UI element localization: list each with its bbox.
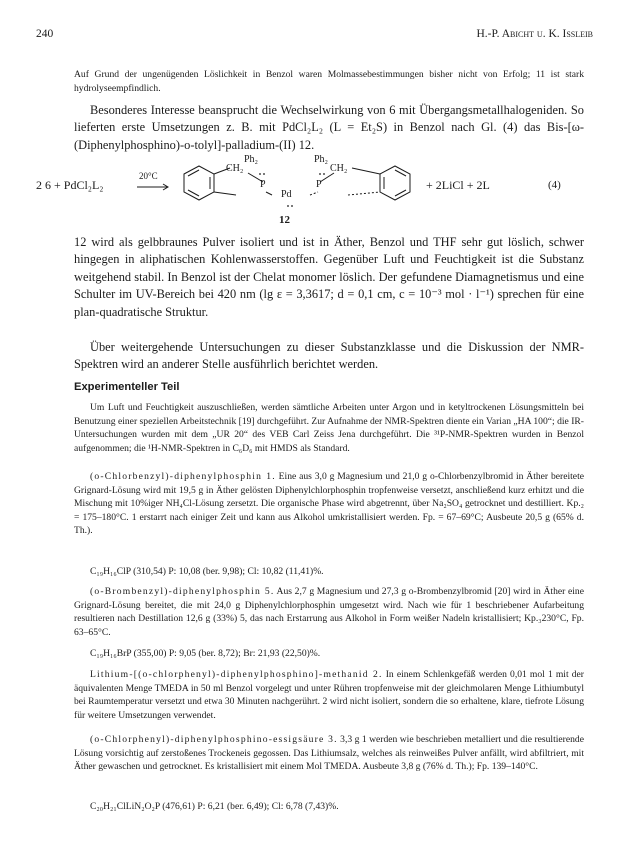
arrow-label: 20°C: [139, 171, 158, 181]
pd-label: Pd: [281, 189, 292, 200]
running-authors: H.-P. Abicht u. K. Issleib: [476, 28, 593, 40]
exp4-analysis: C₂₀H₂₁ClLiN₂O₂P (476,61) P: 6,21 (ber. 6,49); Cl: 6,78 (7,43)%.: [90, 801, 339, 812]
reaction-scheme: [0, 154, 629, 230]
running-header: [36, 28, 593, 44]
p-left-label: P: [260, 179, 266, 190]
exp2-paragraph: [74, 585, 584, 639]
equation-number: (4): [548, 179, 561, 191]
right-p-pd-bond: [310, 192, 318, 195]
compound-12-paragraph: 12 wird als gelbbraunes Pulver isoliert und ist in Äther, Benzol und THF sehr gut löslich, schwer hingegen in aliphatischen Kohlenwasserstoffen. Gegenüber Luft und Feuchtigkeit ist die Substanz weitgehend stabil. In Benzol ist der Chelat monomer löslich. Der gefundene Diamagnetismus und eine Schulter im UV-Bereich bei 420 nm (lg ε = 3,3617; d = 0,1 cm, c = 10⁻³ mol · l⁻¹) sprechen für eine plan-quadratische Struktur.: [74, 235, 584, 319]
further-paragraph: Über weitergehende Untersuchungen zu dieser Substanzklasse und die Diskussion der NMR-Spektren wird an anderer Stelle ausführlich berichtet werden.: [74, 340, 584, 372]
equation-4: [0, 154, 629, 230]
exp1-compound-name: (o-Chlorbenzyl)-diphenylphosphin 1.: [90, 471, 276, 482]
right-ch2-bond: [352, 168, 380, 174]
section-heading: Experimenteller Teil: [74, 381, 180, 393]
page-number: 240: [36, 28, 54, 40]
exp-intro-paragraph: Um Luft und Feuchtigkeit auszuschließen, werden sämtliche Arbeiten unter Argon und in ketyltrockenen Lösungsmitteln bei Benutzung einer speziellen Arbeitstechnik [19] durchgeführt. Zur Aufnahme der NMR-Spektren diente ein Varian „HA 100“; die IR-Untersuchungen wurden mit dem „UR 20“ des VEB Carl Zeiss Jena durchgeführt. Die ³¹P-NMR-Spektren wurden in Benzol aufgenommen; die ¹H-NMR-Spektren in C₆D₆ mit HMDS als Standard.: [74, 402, 585, 454]
exp2-compound-name: (o-Brombenzyl)-diphenylphosphin 5.: [90, 586, 275, 597]
equation-rhs: + 2LiCl + 2L: [426, 178, 490, 192]
p-right-label: P: [316, 179, 322, 190]
exp1-paragraph: [74, 470, 584, 538]
compound-label: 12: [279, 214, 290, 226]
exp4-paragraph: [74, 733, 584, 774]
interest-paragraph: Besonderes Interesse beansprucht die Wechselwirkung von 6 mit Übergangsmetallhalogeniden. So lieferten erste Umsetzungen z. B. mit PdCl₂L₂ (L = Et₂S) in Benzol nach Gl. (4) das Bis-[ω-(Diphenylphosphino)-o-tolyl]-palladium-(II) 12.: [74, 103, 584, 152]
ph-right-label: Ph₂: [314, 154, 329, 165]
exp2-analysis: C₁₉H₁₆BrP (355,00) P: 9,05 (ber. 8,72); Br: 21,93 (22,50)%.: [90, 648, 321, 659]
exp2-body: Aus 2,7 g Magnesium und 27,3 g o-Brombenzylbromid [20] wird in Äther eine Grignard-Lösung bereitet, die mit 24,0 g Diphenylchlorphosphin umgesetzt wird. Nach wie für 1 beschriebener Aufarbeitung resultieren nach Destillation 12,6 g (33%) 5, das nach Erstarrung aus Alkohol in Form weißer Nadeln kristallisiert; Kp.₃230°C, Fp. 63–65°C.: [74, 586, 584, 638]
note-paragraph: Auf Grund der ungenügenden Löslichkeit in Benzol waren Molmassebestimmungen bisher nicht von Erfolg; 11 ist stark hydrolyseempfindlich.: [74, 69, 584, 94]
right-ch2-p-bond: [320, 173, 334, 182]
exp3-compound-name: Lithium-[(o-chlorphenyl)-diphenylphosphino]-methanid 2.: [90, 669, 383, 680]
exp4-body: 3,3 g 1 werden wie beschrieben metalliert und die resultierende Lösung vorsichtig auf zerstoßenes Trockeneis gegossen. Das Lithiumsalz, welches als reinweißes Pulver anfällt, wird abfiltriert, mit Äther gewaschen und getrocknet. Es kristallisiert mit einem Mol TMEDA. Ausbeute 3,8 g (76% d. Th.); Fp. 139–140°C.: [74, 734, 584, 772]
equation-lhs: 2 6 + PdCl₂L₂: [36, 178, 104, 192]
exp4-compound-name: (o-Chlorphenyl)-diphenylphosphino-essigsäure 3.: [90, 734, 338, 745]
exp3-body: In einem Schlenkgefäß werden 0,01 mol 1 mit der äquivalenten Menge TMEDA in 50 ml Benzol vorgelegt und unter Rühren tropfenweise mit der gleichmolaren Menge Lithiumbutyl bei Raumtemperatur versetzt und etwa 30 Minuten nachgerührt. 2 wird nicht isoliert, sondern die so erhaltene, klare, tiefrote Lösung für weitere Umsetzungen verwendet.: [74, 669, 584, 721]
ph-left-label: Ph₂: [244, 154, 259, 165]
ch2-left-label: CH₂: [226, 163, 244, 174]
ch2-right-label: CH₂: [330, 163, 348, 174]
left-p-pd-bond: [266, 192, 272, 195]
right-ring-pd-bond: [348, 192, 380, 195]
exp1-analysis: C₁₉H₁₆ClP (310,54) P: 10,08 (ber. 9,98); Cl: 10,82 (11,41)%.: [90, 566, 324, 577]
left-ring-pd-bond: [214, 192, 236, 195]
exp3-paragraph: [74, 668, 584, 722]
exp1-body: Eine aus 3,0 g Magnesium und 21,0 g o-Chlorbenzylbromid in Äther bereitete Grignard-Lösung wird mit 19,5 g in Äther gelösten Diphenylchlorphosphin tropfenweise versetzt, anschließend kurz erhitzt und die Mischung mit 10%iger NH₄Cl-Lösung zersetzt. Die organische Phase wird abgetrennt, über Na₂SO₄ getrocknet und destilliert. Kp.₂ = 175–180°C. 1 erstarrt nach einiger Zeit und kann aus Alkohol umkristallisiert werden. Fp. = 67–69°C; Ausbeute 20,5 g (65% d. Th.).: [74, 471, 584, 536]
